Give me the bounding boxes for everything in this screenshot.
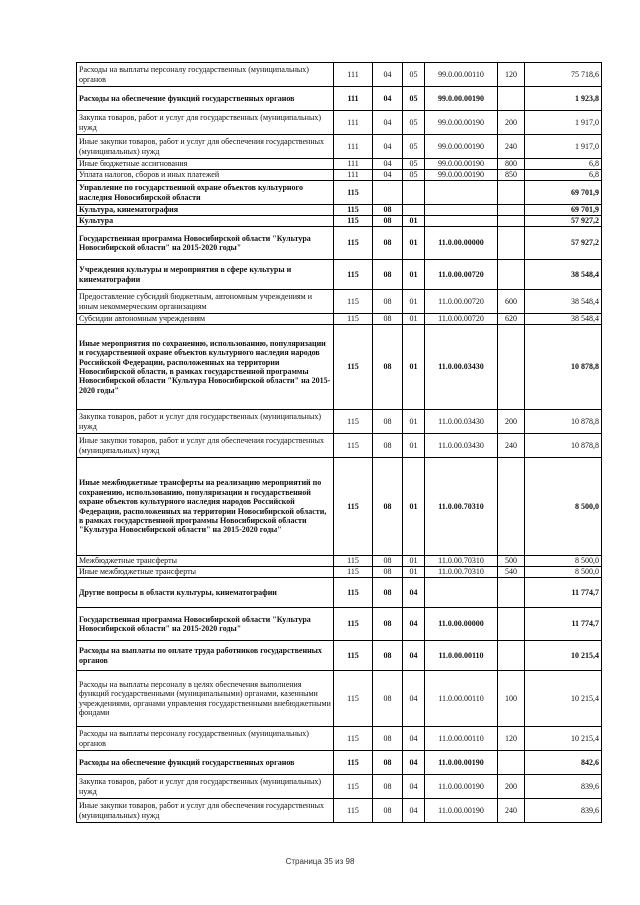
- row-section-code: 08: [373, 325, 403, 410]
- row-expense-type: 200: [498, 410, 525, 434]
- row-name: Управление по государственной охране объектов культурного наследия Новосибирской области: [77, 181, 334, 205]
- row-subsection-code: 01: [403, 556, 425, 567]
- row-name: Иные бюджетные ассигнования: [77, 159, 334, 170]
- row-name: Межбюджетные трансферты: [77, 556, 334, 567]
- row-amount: 6,8: [525, 170, 602, 181]
- row-target-article: 11.0.00.00110: [425, 727, 498, 751]
- row-subsection-code: 04: [403, 578, 425, 608]
- row-expense-type: [498, 751, 525, 775]
- row-name: Предоставление субсидий бюджетным, автономным учреждениям и иным некоммерческим организациям: [77, 290, 334, 314]
- row-section-code: 08: [373, 751, 403, 775]
- row-expense-type: [498, 227, 525, 260]
- row-amount: 75 718,6: [525, 63, 602, 87]
- row-amount: 10 215,4: [525, 641, 602, 671]
- row-expense-type: 120: [498, 727, 525, 751]
- row-section-code: 08: [373, 556, 403, 567]
- row-amount: 8 500,0: [525, 567, 602, 578]
- row-section-code: 08: [373, 608, 403, 641]
- row-target-article: 11.0.00.00000: [425, 227, 498, 260]
- row-section-code: [373, 181, 403, 205]
- table-row: [77, 63, 602, 87]
- row-name: Расходы на обеспечение функций государственных органов: [77, 751, 334, 775]
- row-name: Учреждения культуры и мероприятия в сфере культуры и кинематографии: [77, 260, 334, 290]
- row-grbs-code: 115: [334, 325, 373, 410]
- table-row: [77, 641, 602, 671]
- row-grbs-code: 111: [334, 87, 373, 111]
- row-section-code: 08: [373, 578, 403, 608]
- row-section-code: 08: [373, 799, 403, 823]
- row-grbs-code: 115: [334, 227, 373, 260]
- row-grbs-code: 115: [334, 567, 373, 578]
- row-section-code: 08: [373, 410, 403, 434]
- row-name: Иные закупки товаров, работ и услуг для обеспечения государственных (муниципальных) нужд: [77, 799, 334, 823]
- table-row: [77, 775, 602, 799]
- row-amount: 10 215,4: [525, 727, 602, 751]
- row-target-article: 11.0.00.00190: [425, 799, 498, 823]
- row-name: Закупка товаров, работ и услуг для государственных (муниципальных) нужд: [77, 111, 334, 135]
- table-row: [77, 556, 602, 567]
- row-target-article: [425, 205, 498, 216]
- row-name: Иные закупки товаров, работ и услуг для обеспечения государственных (муниципальных) нужд: [77, 434, 334, 458]
- row-grbs-code: 115: [334, 314, 373, 325]
- row-target-article: 11.0.00.00000: [425, 608, 498, 641]
- row-target-article: 11.0.00.00190: [425, 775, 498, 799]
- row-name: Другие вопросы в области культуры, кинематографии: [77, 578, 334, 608]
- row-expense-type: 620: [498, 314, 525, 325]
- row-name: Закупка товаров, работ и услуг для государственных (муниципальных) нужд: [77, 775, 334, 799]
- table-row: [77, 410, 602, 434]
- row-name: Культура: [77, 216, 334, 227]
- row-grbs-code: 115: [334, 578, 373, 608]
- table-row: [77, 87, 602, 111]
- row-amount: 10 878,8: [525, 410, 602, 434]
- row-expense-type: [498, 216, 525, 227]
- row-expense-type: 600: [498, 290, 525, 314]
- row-section-code: 08: [373, 671, 403, 727]
- row-amount: 6,8: [525, 159, 602, 170]
- row-subsection-code: [403, 205, 425, 216]
- table-row: [77, 727, 602, 751]
- row-expense-type: 800: [498, 159, 525, 170]
- row-target-article: 99.0.00.00190: [425, 159, 498, 170]
- row-target-article: [425, 216, 498, 227]
- row-amount: 839,6: [525, 775, 602, 799]
- row-section-code: 08: [373, 727, 403, 751]
- row-subsection-code: [403, 181, 425, 205]
- row-subsection-code: 04: [403, 751, 425, 775]
- row-subsection-code: 04: [403, 799, 425, 823]
- row-subsection-code: 01: [403, 227, 425, 260]
- budget-table: [76, 62, 602, 823]
- row-subsection-code: 01: [403, 325, 425, 410]
- row-expense-type: [498, 260, 525, 290]
- row-amount: 69 701,9: [525, 205, 602, 216]
- row-section-code: 08: [373, 227, 403, 260]
- row-grbs-code: 115: [334, 290, 373, 314]
- row-amount: 11 774,7: [525, 578, 602, 608]
- row-target-article: 11.0.00.03430: [425, 325, 498, 410]
- row-subsection-code: 05: [403, 135, 425, 159]
- row-amount: 1 917,0: [525, 111, 602, 135]
- row-expense-type: [498, 87, 525, 111]
- row-amount: 8 500,0: [525, 556, 602, 567]
- table-row: [77, 260, 602, 290]
- row-target-article: 11.0.00.70310: [425, 567, 498, 578]
- row-expense-type: [498, 181, 525, 205]
- row-subsection-code: 05: [403, 170, 425, 181]
- row-expense-type: 200: [498, 775, 525, 799]
- row-name: Субсидии автономным учреждениям: [77, 314, 334, 325]
- row-name: Государственная программа Новосибирской области "Культура Новосибирской области" на 2015-2020 годы": [77, 227, 334, 260]
- row-expense-type: 100: [498, 671, 525, 727]
- row-amount: 10 215,4: [525, 671, 602, 727]
- row-target-article: 99.0.00.00190: [425, 87, 498, 111]
- row-amount: 38 548,4: [525, 290, 602, 314]
- table-row: [77, 205, 602, 216]
- row-amount: 839,6: [525, 799, 602, 823]
- row-section-code: 08: [373, 567, 403, 578]
- row-section-code: 04: [373, 63, 403, 87]
- row-grbs-code: 115: [334, 260, 373, 290]
- row-subsection-code: 05: [403, 111, 425, 135]
- row-subsection-code: 01: [403, 567, 425, 578]
- row-expense-type: 120: [498, 63, 525, 87]
- table-row: [77, 290, 602, 314]
- row-amount: 10 878,8: [525, 325, 602, 410]
- row-expense-type: 200: [498, 111, 525, 135]
- table-row: [77, 314, 602, 325]
- row-section-code: 08: [373, 458, 403, 556]
- row-target-article: 11.0.00.00110: [425, 641, 498, 671]
- row-expense-type: 850: [498, 170, 525, 181]
- row-subsection-code: 01: [403, 458, 425, 556]
- table-row: [77, 135, 602, 159]
- page-number: Страница 35 из 98: [285, 857, 355, 866]
- row-target-article: [425, 181, 498, 205]
- row-name: Уплата налогов, сборов и иных платежей: [77, 170, 334, 181]
- row-expense-type: 240: [498, 434, 525, 458]
- row-grbs-code: 115: [334, 434, 373, 458]
- table-row: [77, 458, 602, 556]
- row-expense-type: 540: [498, 567, 525, 578]
- row-grbs-code: 111: [334, 111, 373, 135]
- row-target-article: 11.0.00.00190: [425, 751, 498, 775]
- row-subsection-code: 04: [403, 775, 425, 799]
- row-section-code: 04: [373, 159, 403, 170]
- row-name: Иные межбюджетные трансферты: [77, 567, 334, 578]
- row-expense-type: [498, 641, 525, 671]
- row-amount: 842,6: [525, 751, 602, 775]
- row-section-code: 04: [373, 111, 403, 135]
- row-target-article: 11.0.00.03430: [425, 434, 498, 458]
- row-subsection-code: 01: [403, 216, 425, 227]
- row-subsection-code: 05: [403, 159, 425, 170]
- table-row: [77, 227, 602, 260]
- row-amount: 57 927,2: [525, 227, 602, 260]
- row-target-article: 11.0.00.03430: [425, 410, 498, 434]
- row-target-article: [425, 578, 498, 608]
- row-amount: 38 548,4: [525, 260, 602, 290]
- table-row: [77, 111, 602, 135]
- row-expense-type: [498, 458, 525, 556]
- table-row: [77, 181, 602, 205]
- row-target-article: 11.0.00.00110: [425, 671, 498, 727]
- row-grbs-code: 115: [334, 671, 373, 727]
- row-section-code: 08: [373, 775, 403, 799]
- row-name: Культура, кинематография: [77, 205, 334, 216]
- table-row: [77, 170, 602, 181]
- row-amount: 38 548,4: [525, 314, 602, 325]
- row-grbs-code: 115: [334, 799, 373, 823]
- row-grbs-code: 111: [334, 170, 373, 181]
- row-target-article: 99.0.00.00110: [425, 63, 498, 87]
- row-name: Расходы на выплаты персоналу государственных (муниципальных) органов: [77, 727, 334, 751]
- row-name: Расходы на выплаты персоналу в целях обеспечения выполнения функций государственными (муниципальными) органами, казенными учреждениями, органами управления государственными внебюджетными фондами: [77, 671, 334, 727]
- row-section-code: 04: [373, 135, 403, 159]
- table-row: [77, 434, 602, 458]
- row-expense-type: 240: [498, 135, 525, 159]
- row-subsection-code: 04: [403, 671, 425, 727]
- row-section-code: 08: [373, 290, 403, 314]
- row-amount: 1 923,8: [525, 87, 602, 111]
- row-subsection-code: 05: [403, 63, 425, 87]
- row-section-code: 08: [373, 641, 403, 671]
- table-row: [77, 325, 602, 410]
- row-section-code: 04: [373, 170, 403, 181]
- row-section-code: 08: [373, 216, 403, 227]
- row-amount: 69 701,9: [525, 181, 602, 205]
- row-name: Расходы на выплаты персоналу государственных (муниципальных) органов: [77, 63, 334, 87]
- row-amount: 8 500,0: [525, 458, 602, 556]
- row-amount: 57 927,2: [525, 216, 602, 227]
- row-expense-type: [498, 205, 525, 216]
- row-subsection-code: 05: [403, 87, 425, 111]
- row-grbs-code: 115: [334, 556, 373, 567]
- row-grbs-code: 115: [334, 181, 373, 205]
- row-grbs-code: 115: [334, 458, 373, 556]
- row-grbs-code: 111: [334, 63, 373, 87]
- row-expense-type: [498, 578, 525, 608]
- row-grbs-code: 115: [334, 641, 373, 671]
- row-expense-type: 500: [498, 556, 525, 567]
- row-section-code: 08: [373, 434, 403, 458]
- row-grbs-code: 115: [334, 775, 373, 799]
- row-expense-type: [498, 608, 525, 641]
- row-target-article: 11.0.00.00720: [425, 314, 498, 325]
- table-row: [77, 608, 602, 641]
- table-row: [77, 567, 602, 578]
- table-row: [77, 799, 602, 823]
- row-target-article: 11.0.00.00720: [425, 260, 498, 290]
- row-name: Расходы на выплаты по оплате труда работников государственных органов: [77, 641, 334, 671]
- row-target-article: 11.0.00.70310: [425, 458, 498, 556]
- row-subsection-code: 01: [403, 290, 425, 314]
- table-row: [77, 216, 602, 227]
- row-subsection-code: 04: [403, 727, 425, 751]
- row-amount: 1 917,0: [525, 135, 602, 159]
- row-expense-type: 240: [498, 799, 525, 823]
- row-section-code: 04: [373, 87, 403, 111]
- row-grbs-code: 115: [334, 751, 373, 775]
- row-subsection-code: 04: [403, 608, 425, 641]
- row-section-code: 08: [373, 205, 403, 216]
- row-name: Закупка товаров, работ и услуг для государственных (муниципальных) нужд: [77, 410, 334, 434]
- row-subsection-code: 01: [403, 260, 425, 290]
- row-section-code: 08: [373, 260, 403, 290]
- row-name: Иные мероприятия по сохранению, использованию, популяризации и государственной охране объектов культурного наследия народов Российской Федерации, расположенных на территории Новосибирской области, в рамках государственной программы Новосибирской области "Культура Новосибирской области" на 2015-2020 годы": [77, 325, 334, 410]
- row-target-article: 99.0.00.00190: [425, 135, 498, 159]
- table-row: [77, 159, 602, 170]
- row-target-article: 99.0.00.00190: [425, 170, 498, 181]
- row-name: Иные закупки товаров, работ и услуг для обеспечения государственных (муниципальных) нужд: [77, 135, 334, 159]
- row-amount: 11 774,7: [525, 608, 602, 641]
- row-grbs-code: 115: [334, 410, 373, 434]
- row-grbs-code: 111: [334, 159, 373, 170]
- row-target-article: 11.0.00.70310: [425, 556, 498, 567]
- row-subsection-code: 01: [403, 434, 425, 458]
- row-target-article: 99.0.00.00190: [425, 111, 498, 135]
- row-grbs-code: 115: [334, 608, 373, 641]
- row-amount: 10 878,8: [525, 434, 602, 458]
- row-subsection-code: 04: [403, 641, 425, 671]
- row-subsection-code: 01: [403, 410, 425, 434]
- row-target-article: 11.0.00.00720: [425, 290, 498, 314]
- row-name: Государственная программа Новосибирской области "Культура Новосибирской области" на 2015-2020 годы": [77, 608, 334, 641]
- budget-table-body: [77, 63, 602, 823]
- row-grbs-code: 115: [334, 216, 373, 227]
- row-subsection-code: 01: [403, 314, 425, 325]
- row-name: Иные межбюджетные трансферты на реализацию мероприятий по сохранению, использованию, популяризации и государственной охране объектов культурного наследия народов Российской Федерации, расположенных на территории Новосибирской области, в рамках государственной программы Новосибирской области "Культура Новосибирской области" на 2015-2020 годы": [77, 458, 334, 556]
- row-grbs-code: 111: [334, 135, 373, 159]
- row-section-code: 08: [373, 314, 403, 325]
- row-name: Расходы на обеспечение функций государственных органов: [77, 87, 334, 111]
- table-row: [77, 671, 602, 727]
- table-row: [77, 751, 602, 775]
- table-row: [77, 578, 602, 608]
- row-expense-type: [498, 325, 525, 410]
- row-grbs-code: 115: [334, 205, 373, 216]
- row-grbs-code: 115: [334, 727, 373, 751]
